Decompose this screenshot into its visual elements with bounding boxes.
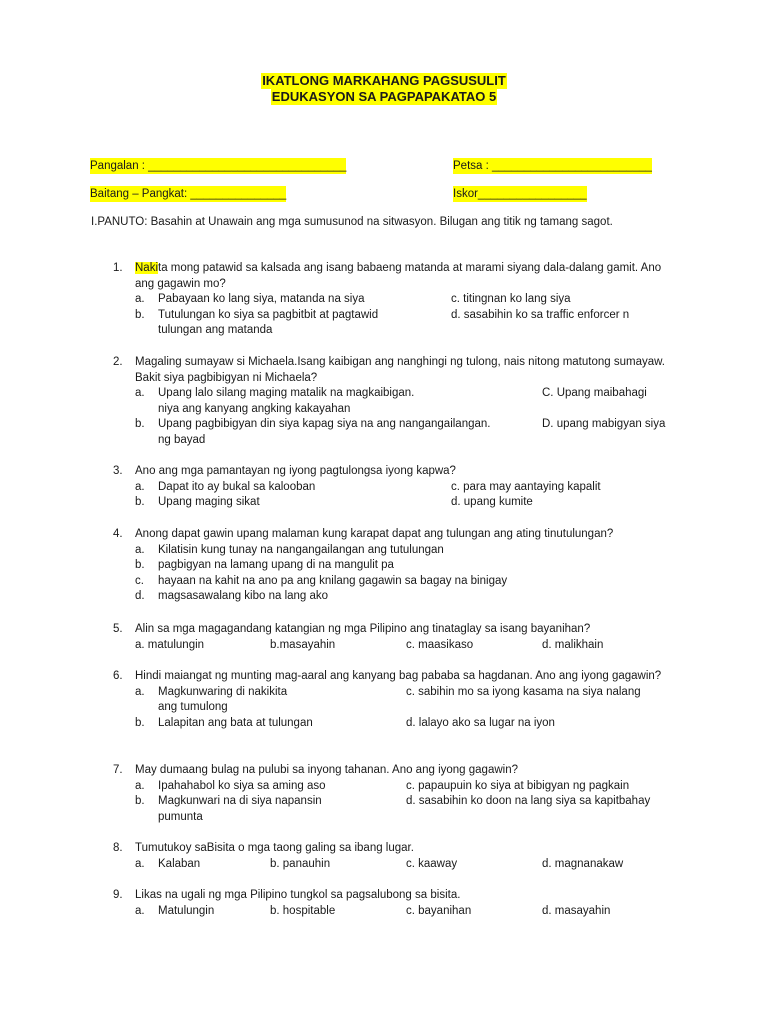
option-a-continued: ang tumulong — [158, 701, 228, 713]
option-a[interactable]: a. Upang lalo silang maging matalik na magkaibigan. — [135, 387, 415, 399]
option-b[interactable]: b.masayahin — [270, 638, 336, 651]
instructions: I.PANUTO: Basahin at Unawain ang mga sumusunod na sitwasyon. Bilugan ang titik ng tamang sagot. — [91, 216, 613, 228]
option-b[interactable]: b. Lalapitan ang bata at tulungan — [135, 716, 313, 729]
option-d[interactable]: d. malikhain — [542, 638, 604, 651]
option-d[interactable]: d. magsasawalang kibo na lang ako — [135, 590, 329, 602]
option-a[interactable]: a. matulungin — [135, 638, 205, 651]
option-c[interactable]: c. hayaan na kahit na ano pa ang knilang gagawin sa bagay na binigay — [135, 574, 508, 587]
question-number: 6. — [113, 670, 123, 682]
option-c[interactable]: c. bayanihan — [406, 904, 472, 917]
option-b[interactable]: b. Tutulungan ko siya sa pagbitbit at pagtawid — [135, 308, 379, 321]
question-8 — [113, 841, 683, 872]
question-text: Ano ang mga pamantayan ng iyong pagtulongsa iyong kapwa? — [135, 465, 456, 477]
option-a[interactable]: a. Dapat ito ay bukal sa kalooban — [135, 480, 316, 493]
option-b[interactable]: b. Magkunwari na di siya napansin — [135, 795, 322, 807]
option-d[interactable]: d. sasabihin ko sa traffic enforcer n — [451, 308, 630, 321]
option-d[interactable]: d. upang kumite — [451, 496, 533, 508]
question-1 — [113, 261, 683, 339]
question-text: Hindi maiangat ng munting mag-aaral ang kanyang bag pababa sa hagdanan. Ano ang iyong gagawin? — [135, 670, 662, 682]
title-line-2: EDUKASYON SA PAGPAPAKATAO 5 — [271, 89, 497, 104]
grade-section-field[interactable]: Baitang – Pangkat: _______________ — [90, 188, 287, 200]
option-c[interactable]: c. papaupuin ko siya at bibigyan ng pagkain — [406, 779, 630, 792]
option-b-continued: tulungan ang matanda — [158, 324, 273, 336]
option-b[interactable]: b. panauhin — [270, 857, 331, 870]
option-a[interactable]: a. Kilatisin kung tunay na nangangailangan ang tutulungan — [135, 543, 444, 556]
option-a[interactable]: a. Kalaban — [135, 857, 201, 870]
question-7 — [113, 763, 683, 825]
title-line-1: IKATLONG MARKAHANG PAGSUSULIT — [262, 73, 506, 88]
question-number: 3. — [113, 465, 123, 477]
question-text: ta mong patawid sa kalsada ang isang babaeng matanda at marami siyang dala-dalang gamit. Ano ang gagawin mo? — [135, 262, 662, 290]
option-a-continued: niya ang kanyang angking kakayahan — [158, 402, 351, 415]
option-c[interactable]: c. kaaway — [406, 857, 458, 870]
option-b-continued: pumunta — [158, 810, 203, 823]
question-number: 1. — [113, 262, 123, 274]
option-a[interactable]: a. Pabayaan ko lang siya, matanda na siya — [135, 293, 365, 305]
question-text: May dumaang bulag na pulubi sa inyong tahanan. Ano ang iyong gagawin? — [135, 764, 518, 776]
question-5 — [113, 622, 683, 653]
option-d[interactable]: D. upang mabigyan siya — [542, 418, 666, 430]
question-number: 8. — [113, 842, 123, 854]
question-4 — [113, 527, 683, 605]
option-b[interactable]: b. Upang pagbibigyan din siya kapag siya na ang nangangailangan. — [135, 418, 491, 430]
option-d[interactable]: d. lalayo ako sa lugar na iyon — [406, 716, 555, 729]
highlighted-text: Naki — [135, 262, 159, 274]
question-3 — [113, 464, 683, 511]
option-c[interactable]: c. para may aantaying kapalit — [451, 480, 601, 493]
option-a[interactable]: a. Matulungin — [135, 904, 215, 917]
question-text: Tumutukoy saBisita o mga taong galing sa ibang lugar. — [135, 842, 414, 854]
option-c[interactable]: c. maasikaso — [406, 638, 474, 651]
option-b[interactable]: b. Upang maging sikat — [135, 496, 260, 508]
question-number: 2. — [113, 356, 123, 368]
exam-title — [0, 73, 768, 105]
question-number: 4. — [113, 528, 123, 540]
question-9 — [113, 888, 683, 919]
question-text: Alin sa mga magagandang katangian ng mga Pilipino ang tinataglay sa isang bayanihan? — [135, 623, 591, 635]
date-field[interactable]: Petsa : _________________________ — [453, 160, 652, 172]
option-d[interactable]: d. sasabihin ko doon na lang siya sa kapitbahay — [406, 795, 651, 807]
score-field[interactable]: Iskor_________________ — [453, 188, 587, 200]
option-c[interactable]: C. Upang maibahagi — [542, 387, 647, 399]
question-number: 9. — [113, 889, 123, 901]
option-c[interactable]: c. titingnan ko lang siya — [451, 293, 571, 305]
question-number: 5. — [113, 623, 123, 635]
option-a[interactable]: a. Magkunwaring di nakikita — [135, 685, 288, 698]
question-2 — [113, 355, 683, 448]
question-text: Magaling sumayaw si Michaela.Isang kaibigan ang nanghingi ng tulong, nais nitong matutong sumayaw. Bakit siya pagbibigyan ni Michaela? — [135, 356, 665, 384]
question-number: 7. — [113, 764, 123, 776]
name-field[interactable]: Pangalan : _______________________________ — [90, 160, 347, 172]
option-b[interactable]: b. pagbigyan na lamang upang di na mangulit pa — [135, 559, 394, 571]
question-6 — [113, 669, 683, 731]
option-d[interactable]: d. masayahin — [542, 904, 611, 917]
option-c[interactable]: c. sabihin mo sa iyong kasama na siya nalang — [406, 685, 641, 698]
question-text: Likas na ugali ng mga Pilipino tungkol sa pagsalubong sa bisita. — [135, 889, 461, 901]
question-text: Anong dapat gawin upang malaman kung karapat dapat ang tulungan ang ating tinutulungan? — [135, 528, 614, 540]
option-b[interactable]: b. hospitable — [270, 904, 336, 917]
option-a[interactable]: a. Ipahahabol ko siya sa aming aso — [135, 779, 326, 792]
option-d[interactable]: d. magnanakaw — [542, 857, 624, 870]
option-b-continued: ng bayad — [158, 433, 206, 446]
